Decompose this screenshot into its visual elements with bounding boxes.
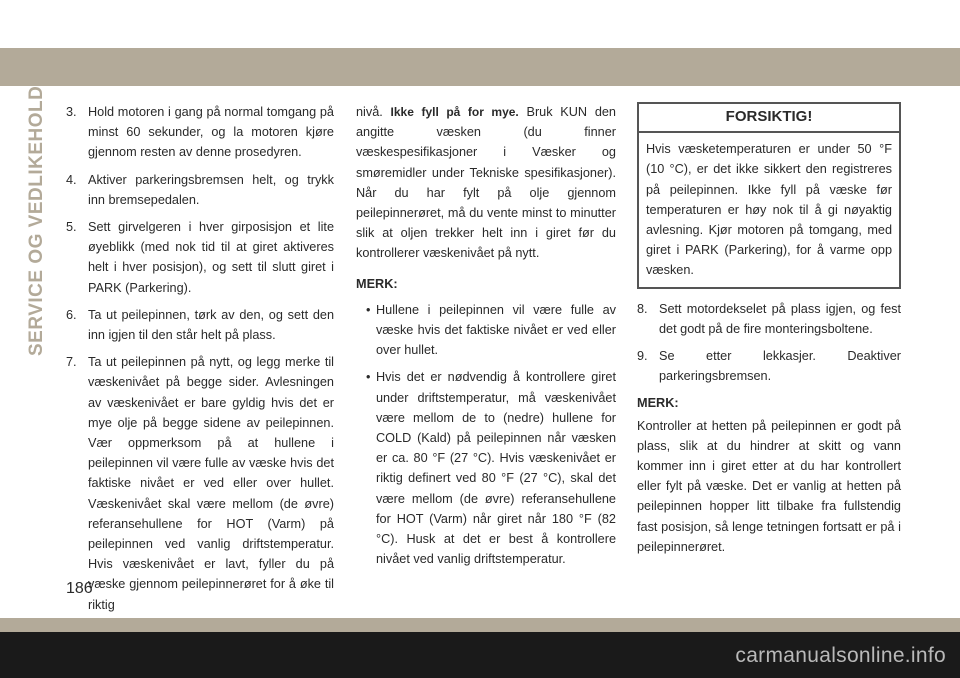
column-3 [637,102,901,565]
note-label: MERK: [356,276,398,291]
watermark: carmanualsonline.info [735,644,946,667]
step-text: Sett girvelgeren i hver girposisjon et lite øyeblikk (med nok tid til at giret aktiveres helt i hver posisjon), og sett til slutt giret i PARK (Parkering). [88,220,334,295]
bullet-text: Hvis det er nødvendig å kontrollere giret under driftstemperatur, må væskenivået være mellom de to (nedre) hullene for COLD (Kald) på peilepinnen når væsken er ca. 80 °F (27 °C). Hvis væskenivået er riktig definert ved 80 °F (27 °C), skal det være mellom (de øvre) referansehullene for HOT (Varm) når giret når 180 °F (82 °C). Husk at det er best å kontrollere nivået ved vanlig driftstemperatur. [376,370,616,567]
step-item [637,299,901,339]
warning-emphasis: Ikke fyll på for mye. [390,105,519,119]
step-text: Ta ut peilepinnen på nytt, og legg merke til væskenivået på begge sider. Avlesningen av væskenivået er bare gyldig hvis det er mye olje på begge sidene av peilepinnen. Vær oppmerksom på at hullene i peilepinnen vil være fulle av væske hvis det faktiske nivået er ved eller over hullet. Væskenivået skal være mellom (de øvre) referansehullene for HOT (Varm) på peilepinnen ved vanlig driftstemperatur. Hvis væskenivået er lavt, fyller du på væske gjennom peilepinnerøret for å øke til riktig [88,355,334,612]
step-item [66,102,334,163]
step-text: Ta ut peilepinnen, tørk av den, og sett den inn igjen til den står helt på plass. [88,307,334,343]
caution-box [637,102,901,289]
step-number: 6. [66,307,77,322]
step-number: 3. [66,105,77,119]
step-text: Se etter lekkasjer. Deaktiver parkeringsbremsen. [659,349,901,384]
step-text: Sett motordekselet på plass igjen, og fest det godt på de fire monteringsboltene. [659,301,901,336]
step-text: Aktiver parkeringsbremsen helt, og trykk inn bremsepedalen. [88,172,334,207]
bullet-text: Hullene i peilepinnen vil være fulle av væske hvis det faktiske nivået er ved eller over hullet. [376,302,616,358]
step-number: 7. [66,355,77,370]
paragraph-start: nivå. [356,105,383,119]
bullet-icon: • [366,370,371,385]
note-bullet [366,300,616,361]
column-2 [356,102,616,576]
step-number: 9. [637,349,648,364]
step-item [66,170,334,210]
bullet-icon: • [366,302,371,317]
step-number: 8. [637,301,648,316]
paragraph-rest: Bruk KUN den angitte væsken (du finner væskespesifikasjoner i Væsker og smøremidler under Tekniske spesifikasjoner). Når du har fylt på olje gjennom peilepinnerøret, må du vente minst to minutter slik at oljen trekker helt inn i giret før du kontrollerer væskenivået på nytt. [356,105,616,261]
column-1 [66,102,334,622]
step-item [66,352,334,615]
step-text: Hold motoren i gang på normal tomgang på minst 60 sekunder, og la motoren kjøre gjennom resten av denne prosedyren. [88,105,334,160]
step-number: 5. [66,220,77,235]
step-number: 4. [66,172,77,187]
step-item [637,346,901,386]
step-item [66,217,334,298]
step-item [66,305,334,345]
note-text: Kontroller at hetten på peilepinnen er godt på plass, slik at du hindrer at skitt og vann kommer inn i giret etter at du har kontrollert eller fylt på væske. Det er vanlig at hetten på peilepinnen hopper litt tilbake fra fullstendig fast posisjon, så lenge tetningen fortsatt er på i peilepinnerøret. [637,418,901,554]
paragraph [356,102,616,264]
section-side-title: SERVICE OG VEDLIKEHOLD [26,85,47,356]
caution-title: FORSIKTIG! [639,104,899,133]
footer-band [0,618,960,632]
note-bullet [366,367,616,569]
header-band [0,48,960,86]
caution-text: Hvis væsketemperaturen er under 50 °F (10 °C), er det ikke sikkert den registreres på peilepinnen. Ikke fyll på væske før temperaturen er høy nok til å gi nøyaktig avlesning. Kjør motoren på tomgang, med giret i PARK (Parkering), for å varme opp væsken. [646,142,892,278]
note-label: MERK: [637,396,679,411]
page-number: 186 [66,580,93,597]
